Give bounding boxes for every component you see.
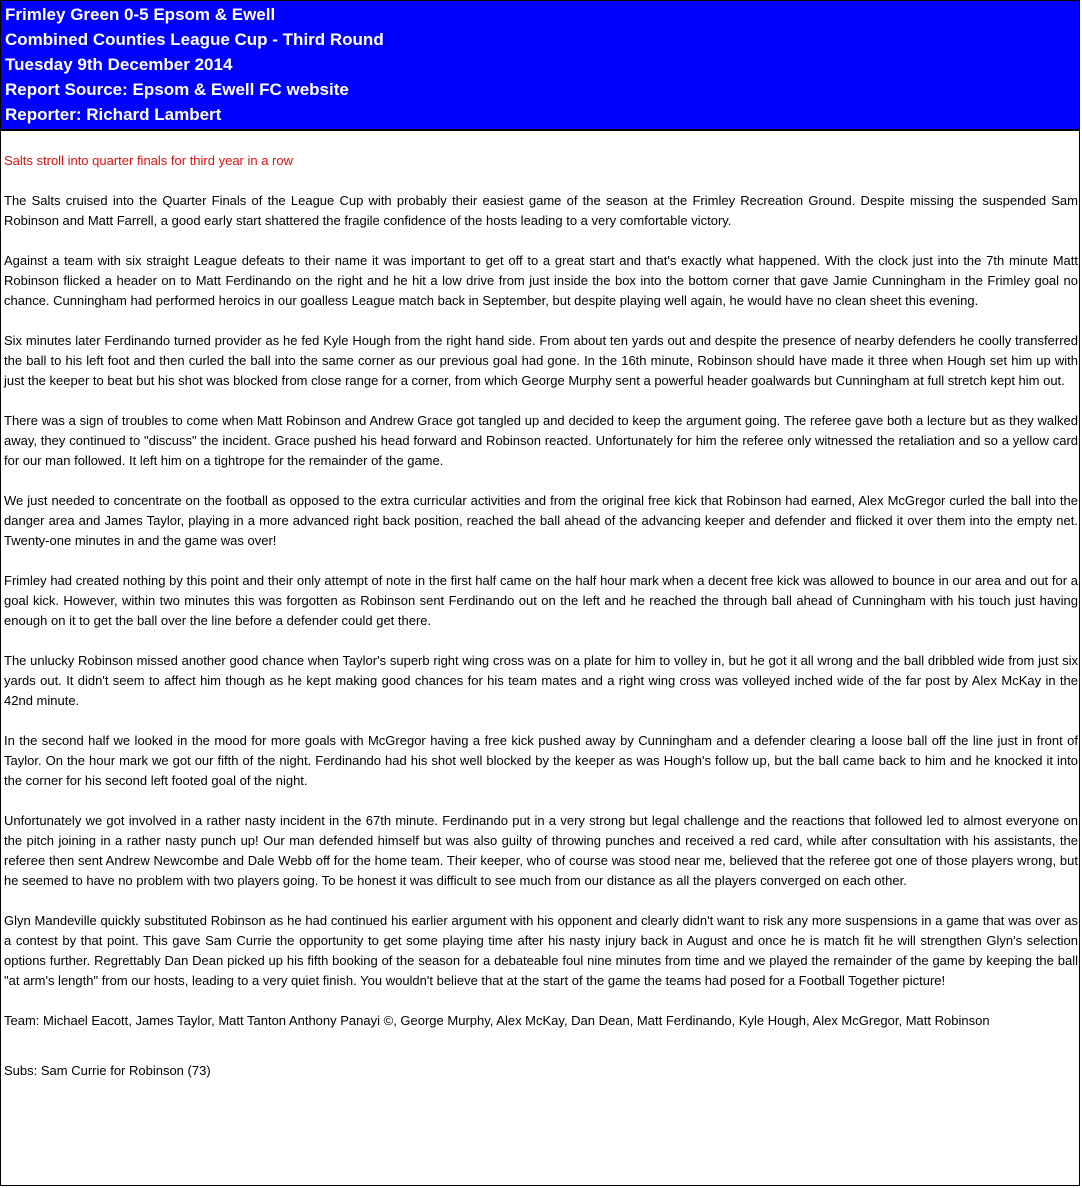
report-source-line: Report Source: Epsom & Ewell FC website	[5, 80, 349, 99]
report-paragraph-9: Unfortunately we got involved in a rather nasty incident in the 67th minute. Ferdinando put in a very strong but legal challenge and the reactions that followed led to almost everyone on the pitch joining in a rather nasty punch up! Our man defended himself but was also guilty of throwing punches and received a red card, while after consultation with his assistants, the referee then sent Andrew Newcombe and Dale Webb off for the home team. Their keeper, who of course was stood near me, believed that the referee got one of those players wrong, but he seemed to have no problem with two players going. To be honest it was difficult to see much from our distance as all the players converged on each other.	[4, 813, 1078, 888]
reporter-line: Reporter: Richard Lambert	[5, 105, 222, 124]
report-paragraph-7: The unlucky Robinson missed another good chance when Taylor's superb right wing cross was on a plate for him to volley in, but he got it all wrong and the ball dribbled wide from just six yards out. It didn't seem to affect him though as he kept making good chances for his team mates and a right wing cross was volleyed inched wide of the far post by Alex McKay in the 42nd minute.	[4, 653, 1078, 708]
report-paragraph-8: In the second half we looked in the mood for more goals with McGregor having a free kick pushed away by Cunningham and a defender clearing a loose ball off the line just in front of Taylor. On the hour mark we got our fifth of the night. Ferdinando had his shot well blocked by the keeper as was Hough's follow up, but the ball came back to him and he knocked it into the corner for his second left footed goal of the night.	[4, 733, 1078, 788]
match-title: Frimley Green 0-5 Epsom & Ewell	[5, 5, 276, 24]
competition-line: Combined Counties League Cup - Third Round	[5, 30, 384, 49]
report-headline: Salts stroll into quarter finals for third year in a row	[4, 153, 294, 168]
report-paragraph-4: There was a sign of troubles to come when Matt Robinson and Andrew Grace got tangled up and decided to keep the argument going. The referee gave both a lecture but as they walked away, they continued to "discuss" the incident. Grace pushed his head forward and Robinson reacted. Unfortunately for him the referee only witnessed the retaliation and so a yellow card for our man followed. It left him on a tightrope for the remainder of the game.	[4, 413, 1078, 468]
substitutes: Subs: Sam Currie for Robinson (73)	[4, 1063, 211, 1078]
report-paragraph-6: Frimley had created nothing by this point and their only attempt of note in the first half came on the half hour mark when a decent free kick was allowed to bounce in our area and out for a goal kick. However, within two minutes this was forgotten as Robinson sent Ferdinando out on the left and he reached the through ball ahead of Cunningham with his touch just having enough on it to get the ball over the line before a defender could get there.	[4, 573, 1078, 628]
report-paragraph-3: Six minutes later Ferdinando turned provider as he fed Kyle Hough from the right hand side. From about ten yards out and despite the presence of nearby defenders he coolly transferred the ball to his left foot and then curled the ball into the same corner as our previous goal had gone. In the 16th minute, Robinson should have made it three when Hough set him up with just the keeper to beat but his shot was blocked from close range for a corner, from which George Murphy sent a powerful header goalwards but Cunningham at full stretch kept him out.	[4, 333, 1078, 388]
report-paragraph-1: The Salts cruised into the Quarter Finals of the League Cup with probably their easiest game of the season at the Frimley Recreation Ground. Despite missing the suspended Sam Robinson and Matt Farrell, a good early start shattered the fragile confidence of the hosts leading to a very comfortable victory.	[4, 193, 1078, 228]
team-lineup: Team: Michael Eacott, James Taylor, Matt Tanton Anthony Panayi ©, George Murphy, Alex McKay, Dan Dean, Matt Ferdinando, Kyle Hough, Alex McGregor, Matt Robinson	[4, 1013, 990, 1028]
report-paragraph-10: Glyn Mandeville quickly substituted Robinson as he had continued his earlier argument with his opponent and clearly didn't want to risk any more suspensions in a game that was over as a contest by that point. This gave Sam Currie the opportunity to get some playing time after his nasty injury back in August and once he is match fit he will strengthen Glyn's selection options further. Regrettably Dan Dean picked up his fifth booking of the season for a debateable foul nine minutes from time and we played the remainder of the game by keeping the ball "at arm's length" from our hosts, leading to a very quiet finish. You wouldn't believe that at the start of the game the teams had posed for a Football Together picture!	[4, 913, 1078, 988]
report-paragraph-2: Against a team with six straight League defeats to their name it was important to get off to a great start and that's exactly what happened. With the clock just into the 7th minute Matt Robinson flicked a header on to Matt Ferdinando on the right and he hit a low drive from just inside the box into the bottom corner that gave Jamie Cunningham in the Frimley goal no chance. Cunningham had performed heroics in our goalless League match back in September, but despite playing well again, he would have no clean sheet this evening.	[4, 253, 1078, 308]
report-paragraph-5: We just needed to concentrate on the football as opposed to the extra curricular activities and from the original free kick that Robinson had earned, Alex McGregor curled the ball into the danger area and James Taylor, playing in a more advanced right back position, reached the ball ahead of the advancing keeper and defender and flicked it over them into the empty net. Twenty-one minutes in and the game was over!	[4, 493, 1078, 548]
report-body	[1, 131, 1079, 1081]
date-line: Tuesday 9th December 2014	[5, 55, 233, 74]
match-header	[1, 1, 1079, 131]
